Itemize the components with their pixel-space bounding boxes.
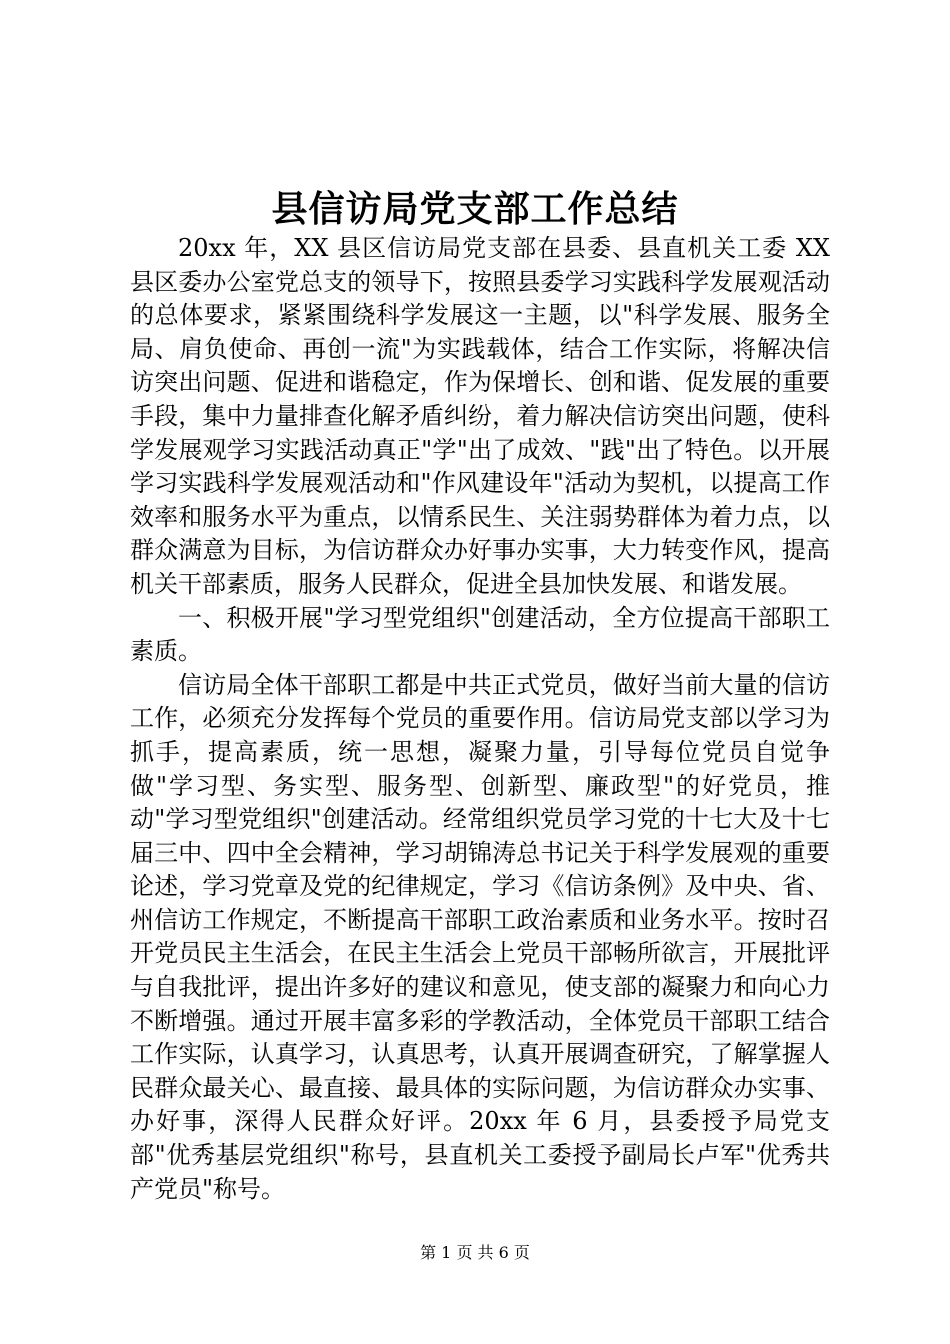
paragraph-intro: 20xx 年，XX 县区信访局党支部在县委、县直机关工委 XX 县区委办公室党总支的领导下，按照县委学习实践科学发展观活动的总体要求，紧紧围绕科学发展这一主题，以"科学发展、服务全局、肩负使命、再创一流"为实践载体，结合工作实际，将解决信访突出问题、促进和谐稳定，作为保增长、创和谐、促发展的重要手段，集中力量排查化解矛盾纠纷，着力解决信访突出问题，使科学发展观学习实践活动真正"学"出了成效、"践"出了特色。以开展学习实践科学发展观活动和"作风建设年"活动为契机，以提高工作效率和服务水平为重点，以情系民生、关注弱势群体为着力点，以群众满意为目标，为信访群众办好事办实事，大力转变作风，提高机关干部素质，服务人民群众，促进全县加快发展、和谐发展。	[130, 234, 830, 598]
document-body	[130, 232, 830, 1206]
paragraph-section-1: 信访局全体干部职工都是中共正式党员，做好当前大量的信访工作，必须充分发挥每个党员的重要作用。信访局党支部以学习为抓手，提高素质，统一思想，凝聚力量，引导每位党员自觉争做"学习型、务实型、服务型、创新型、廉政型"的好党员，推动"学习型党组织"创建活动。经常组织党员学习党的十七大及十七届三中、四中全会精神，学习胡锦涛总书记关于科学发展观的重要论述，学习党章及党的纪律规定，学习《信访条例》及中央、省、州信访工作规定，不断提高干部职工政治素质和业务水平。按时召开党员民主生活会，在民主生活会上党员干部畅所欲言，开展批评与自我批评，提出许多好的建议和意见，使支部的凝聚力和向心力不断增强。通过开展丰富多彩的学教活动，全体党员干部职工结合工作实际，认真学习，认真思考，认真开展调查研究，了解掌握人民群众最关心、最直接、最具体的实际问题，为信访群众办实事、办好事，深得人民群众好评。20xx 年 6 月，县委授予局党支部"优秀基层党组织"称号，县直机关工委授予副局长卢军"优秀共产党员"称号。	[130, 670, 830, 1203]
section-heading-1: 一、积极开展"学习型党组织"创建活动，全方位提高干部职工素质。	[130, 603, 830, 666]
page-number-footer: 第 1 页 共 6 页	[420, 1243, 530, 1262]
document-title: 县信访局党支部工作总结	[271, 188, 679, 230]
